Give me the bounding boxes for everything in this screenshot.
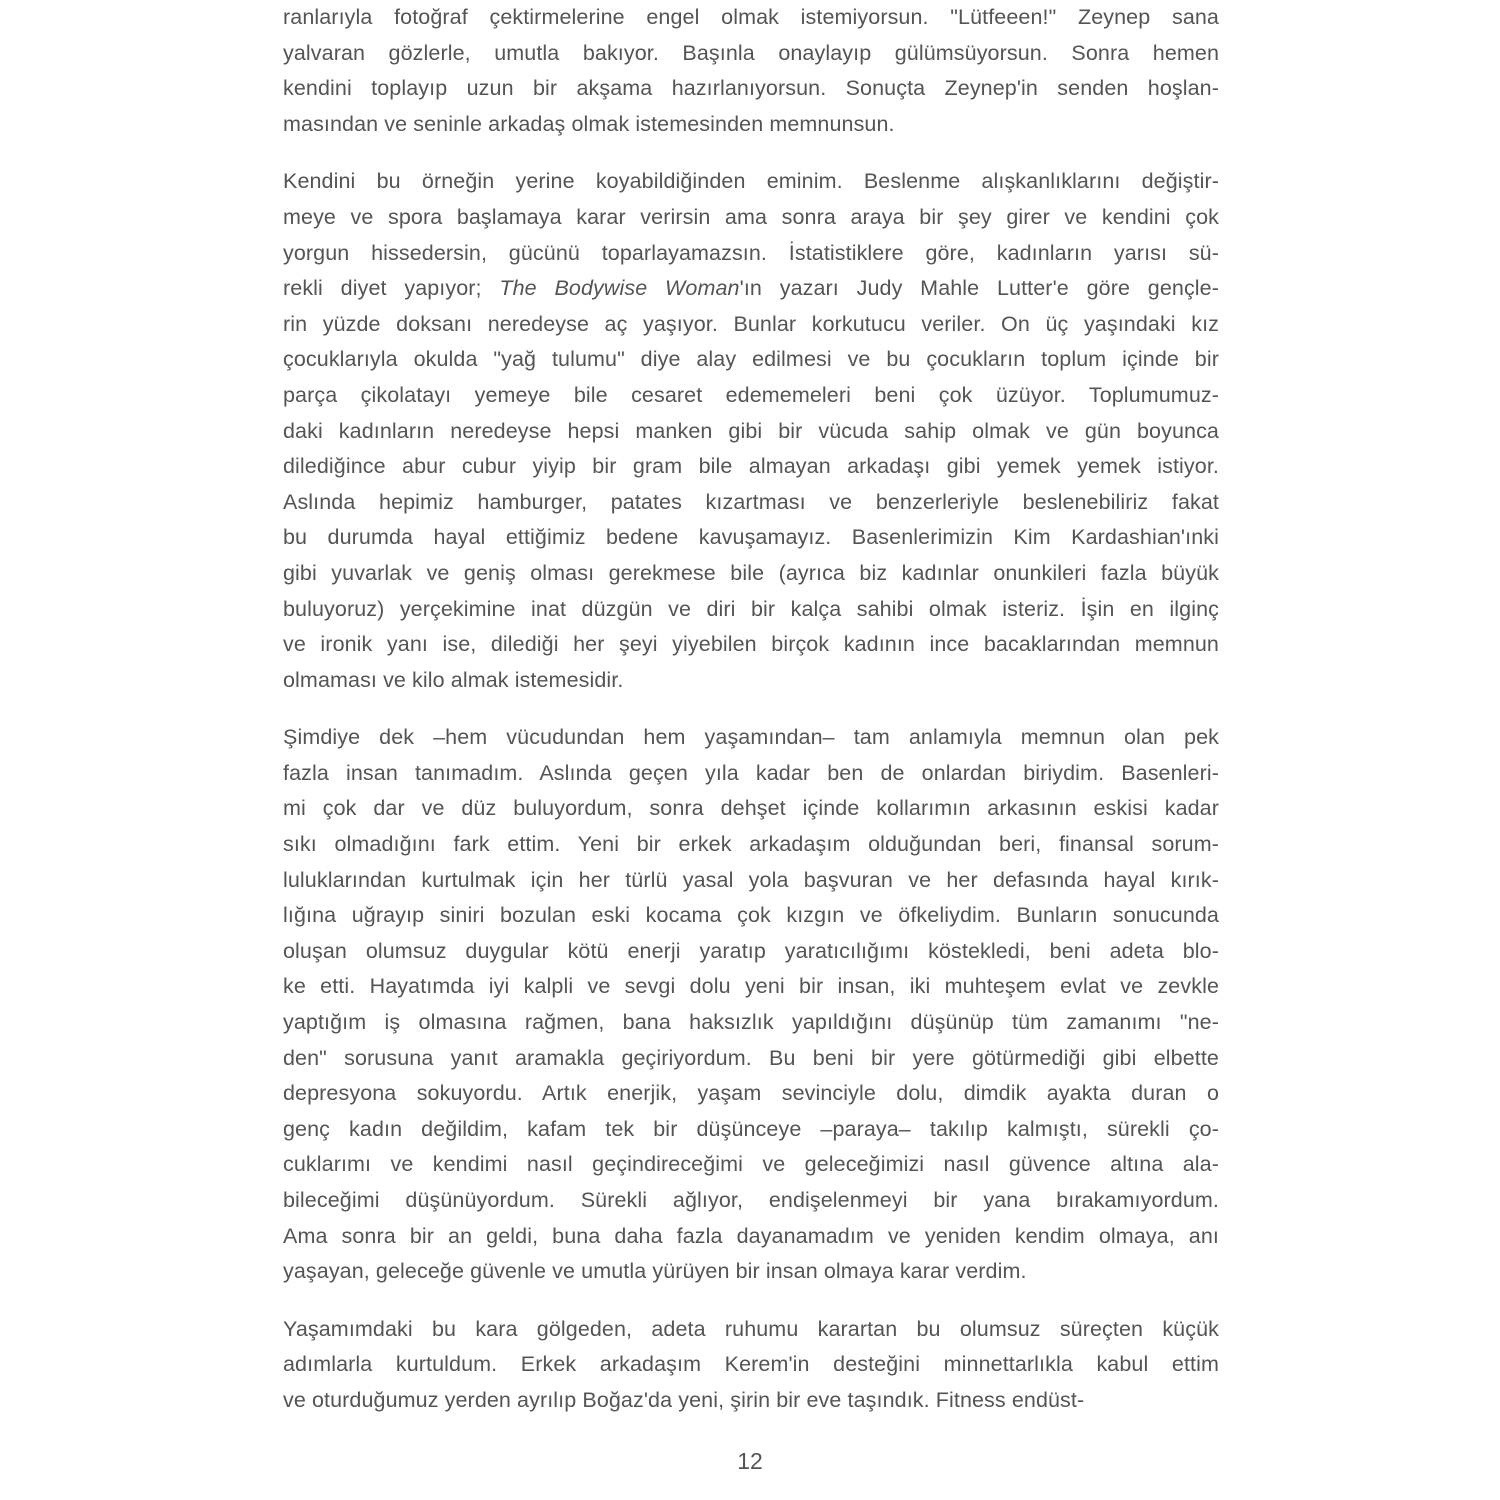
text-segment: gibi yuvarlak ve geniş olması gerekmese bile (ayrıca biz kadınlar onunkileri fazla büyük [283, 560, 1219, 585]
text-block [283, 0, 1219, 1441]
text-segment: lığına uğrayıp siniri bozulan eski kocama çok kızgın ve öfkeliydim. Bunların sonucunda [283, 903, 1219, 928]
text-segment: olmaması ve kilo almak istemesidir. [283, 667, 624, 692]
text-segment: meye ve spora başlamaya karar verirsin ama sonra araya bir şey girer ve kendini çok [283, 204, 1219, 229]
text-line [283, 107, 1219, 143]
text-segment: mi çok dar ve düz buluyordum, sonra dehşet içinde kollarımın arkasının eskisi kadar [283, 796, 1219, 821]
text-segment: depresyona sokuyordu. Artık enerjik, yaşam sevinciyle dolu, dimdik ayakta duran o [283, 1081, 1219, 1106]
text-line [283, 271, 1219, 307]
text-line [283, 378, 1219, 414]
text-segment: den" sorusuna yanıt aramakla geçiriyordum. Bu beni bir yere götürmediği gibi elbette [283, 1045, 1219, 1070]
text-line [283, 1076, 1219, 1112]
text-segment: 'ın yazarı Judy Mahle Lutter'e göre gençle- [739, 276, 1219, 301]
text-line [283, 414, 1219, 450]
text-segment: yalvaran gözlerle, umutla bakıyor. Başınla onaylayıp gülümsüyorsun. Sonra hemen [283, 40, 1219, 65]
text-line [283, 791, 1219, 827]
text-segment: dilediğince abur cubur yiyip bir gram bile almayan arkadaşı gibi yemek yemek istiyor. [283, 454, 1219, 479]
paragraph [283, 1312, 1219, 1419]
text-line [283, 720, 1219, 756]
text-line [283, 164, 1219, 200]
text-line [283, 1219, 1219, 1255]
text-segment: parça çikolatayı yemeye bile cesaret edememeleri beni çok üzüyor. Toplumumuz- [283, 382, 1219, 407]
text-segment: bu durumda hayal ettiğimiz bedene kavuşamayız. Basenlerimizin Kim Kardashian'ınki [283, 525, 1219, 550]
text-segment: Kendini bu örneğin yerine koyabildiğinden eminim. Beslenme alışkanlıklarını değiştir- [283, 169, 1219, 194]
text-segment: masından ve seninle arkadaş olmak istemesinden memnunsun. [283, 111, 895, 136]
paragraph [283, 164, 1219, 698]
text-segment: genç kadın değildim, kafam tek bir düşünceye –paraya– takılıp kalmıştı, sürekli ço- [283, 1116, 1219, 1141]
text-line [283, 520, 1219, 556]
text-segment: yaptığım iş olmasına rağmen, bana haksızlık yapıldığını düşünüp tüm zamanımı "ne- [283, 1010, 1219, 1035]
italic-book-title: The Bodywise Woman [499, 276, 740, 301]
text-segment: rekli diyet yapıyor; [283, 276, 500, 301]
paragraph [283, 720, 1219, 1290]
text-line [283, 898, 1219, 934]
text-line [283, 0, 1219, 36]
text-segment: luluklarından kurtulmak için her türlü yasal yola başvuran ve her defasında hayal kırık- [283, 867, 1219, 892]
text-line [283, 1383, 1219, 1419]
text-segment: ve ironik yanı ise, dilediği her şeyi yiyebilen birçok kadının ince bacaklarından memnun [283, 632, 1219, 657]
text-line [283, 969, 1219, 1005]
text-line [283, 236, 1219, 272]
text-line [283, 627, 1219, 663]
text-line [283, 827, 1219, 863]
text-segment: cuklarımı ve kendimi nasıl geçindireceğimi ve geleceğimizi nasıl güvence altına ala- [283, 1152, 1219, 1177]
text-segment: oluşan olumsuz duygular kötü enerji yaratıp yaratıcılığımı köstekledi, beni adeta blo- [283, 938, 1219, 963]
text-segment: Yaşamımdaki bu kara gölgeden, adeta ruhumu karartan bu olumsuz süreçten küçük [283, 1316, 1219, 1341]
text-line [283, 934, 1219, 970]
text-segment: fazla insan tanımadım. Aslında geçen yıla kadar ben de onlardan biriydim. Basenleri- [283, 760, 1219, 785]
text-line [283, 756, 1219, 792]
text-line [283, 1312, 1219, 1348]
text-line [283, 485, 1219, 521]
text-line [283, 1147, 1219, 1183]
text-segment: ranlarıyla fotoğraf çektirmelerine engel olmak istemiyorsun. "Lütfeeen!" Zeynep sana [283, 5, 1219, 29]
text-segment: adımlarla kurtuldum. Erkek arkadaşım Kerem'in desteğini minnettarlıkla kabul ettim [283, 1352, 1219, 1377]
text-segment: rin yüzde doksanı neredeyse aç yaşıyor. Bunlar korkutucu veriler. On üç yaşındaki kız [283, 311, 1219, 336]
text-line [283, 1254, 1219, 1290]
text-line [283, 342, 1219, 378]
text-segment: yorgun hissedersin, gücünü toparlayamazsın. İstatistiklere göre, kadınların yarısı sü- [283, 240, 1219, 265]
text-line [283, 863, 1219, 899]
text-line [283, 449, 1219, 485]
text-segment: Şimdiye dek –hem vücudundan hem yaşamından– tam anlamıyla memnun olan pek [283, 725, 1219, 750]
page-number: 12 [737, 1448, 763, 1474]
text-line [283, 1347, 1219, 1383]
text-segment: buluyoruz) yerçekimine inat düzgün ve diri bir kalça sahibi olmak isteriz. İşin en ilginç [283, 596, 1219, 621]
text-line [283, 200, 1219, 236]
text-line [283, 1112, 1219, 1148]
text-segment: yaşayan, geleceğe güvenle ve umutla yürüyen bir insan olmaya karar verdim. [283, 1259, 1027, 1284]
text-line [283, 307, 1219, 343]
text-segment: Ama sonra bir an geldi, buna daha fazla dayanamadım ve yeniden kendim olmaya, anı [283, 1223, 1219, 1248]
text-line [283, 1183, 1219, 1219]
paragraph [283, 0, 1219, 142]
text-segment: Aslında hepimiz hamburger, patates kızartması ve benzerleriyle beslenebiliriz fakat [283, 489, 1219, 514]
text-segment: ke etti. Hayatımda iyi kalpli ve sevgi dolu yeni bir insan, iki muhteşem evlat ve zevkle [283, 974, 1219, 999]
text-line [283, 592, 1219, 628]
text-segment: bileceğimi düşünüyordum. Sürekli ağlıyor, endişelenmeyi bir yana bırakamıyordum. [283, 1188, 1219, 1212]
text-segment: daki kadınların neredeyse hepsi manken gibi bir vücuda sahip olmak ve gün boyunca [283, 418, 1219, 443]
text-segment: sıkı olmadığını fark ettim. Yeni bir erkek arkadaşım olduğundan beri, finansal sorum- [283, 832, 1219, 857]
text-line [283, 1005, 1219, 1041]
text-line [283, 1041, 1219, 1077]
text-line [283, 556, 1219, 592]
text-line [283, 663, 1219, 699]
text-line [283, 36, 1219, 72]
text-segment: ve oturduğumuz yerden ayrılıp Boğaz'da yeni, şirin bir eve taşındık. Fitness endüst- [283, 1387, 1085, 1412]
text-line [283, 71, 1219, 107]
text-segment: kendini toplayıp uzun bir akşama hazırlanıyorsun. Sonuçta Zeynep'in senden hoşlan- [283, 76, 1219, 101]
text-segment: çocuklarıyla okulda "yağ tulumu" diye alay edilmesi ve bu çocukların toplum içinde bir [283, 347, 1219, 372]
